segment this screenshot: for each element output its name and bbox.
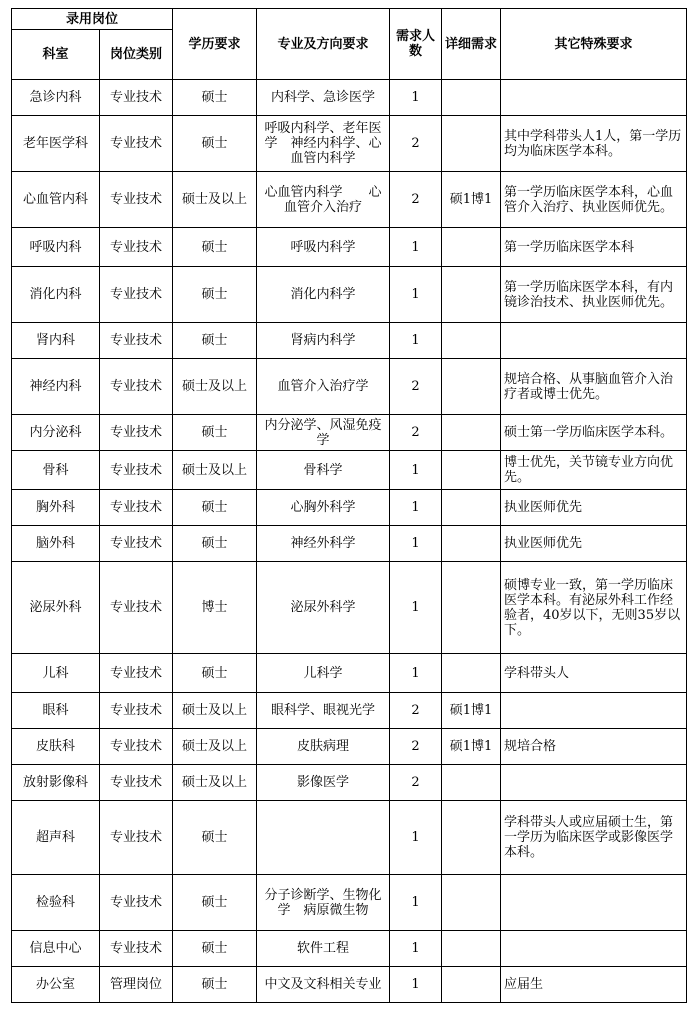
major-cell: 骨科学 xyxy=(257,451,390,490)
table-row xyxy=(12,931,687,967)
category-cell: 专业技术 xyxy=(100,451,173,490)
header-count: 需求人数 xyxy=(390,9,442,80)
table-row xyxy=(12,415,687,451)
count-cell: 2 xyxy=(390,693,442,729)
department-cell: 消化内科 xyxy=(12,267,100,323)
department-cell: 骨科 xyxy=(12,451,100,490)
education-cell: 硕士 xyxy=(173,490,257,526)
category-cell: 专业技术 xyxy=(100,729,173,765)
table-row xyxy=(12,562,687,654)
count-cell: 2 xyxy=(390,415,442,451)
major-cell: 泌尿外科学 xyxy=(257,562,390,654)
department-cell: 信息中心 xyxy=(12,931,100,967)
table-row xyxy=(12,323,687,359)
category-cell: 专业技术 xyxy=(100,931,173,967)
header-major: 专业及方向要求 xyxy=(257,9,390,80)
table-row xyxy=(12,654,687,693)
table-row xyxy=(12,490,687,526)
category-cell: 专业技术 xyxy=(100,80,173,116)
category-cell: 专业技术 xyxy=(100,765,173,801)
major-cell: 呼吸内科学、老年医学 神经内科学、心血管内科学 xyxy=(257,116,390,172)
education-cell: 硕士 xyxy=(173,415,257,451)
department-cell: 超声科 xyxy=(12,801,100,875)
other-requirements-cell xyxy=(501,765,687,801)
count-cell: 1 xyxy=(390,490,442,526)
count-cell: 1 xyxy=(390,267,442,323)
detail-cell: 硕1博1 xyxy=(442,729,501,765)
count-cell: 1 xyxy=(390,967,442,1003)
department-cell: 神经内科 xyxy=(12,359,100,415)
count-cell: 1 xyxy=(390,80,442,116)
department-cell: 泌尿外科 xyxy=(12,562,100,654)
table-row xyxy=(12,228,687,267)
detail-cell: 硕1博1 xyxy=(442,693,501,729)
major-cell: 内分泌学、风湿免疫学 xyxy=(257,415,390,451)
category-cell: 专业技术 xyxy=(100,693,173,729)
detail-cell xyxy=(442,451,501,490)
category-cell: 专业技术 xyxy=(100,228,173,267)
major-cell: 血管介入治疗学 xyxy=(257,359,390,415)
count-cell: 1 xyxy=(390,801,442,875)
count-cell: 1 xyxy=(390,228,442,267)
header-other: 其它特殊要求 xyxy=(501,9,687,80)
category-cell: 专业技术 xyxy=(100,801,173,875)
detail-cell xyxy=(442,116,501,172)
table-row xyxy=(12,526,687,562)
major-cell: 儿科学 xyxy=(257,654,390,693)
count-cell: 2 xyxy=(390,765,442,801)
detail-cell xyxy=(442,801,501,875)
category-cell: 专业技术 xyxy=(100,875,173,931)
education-cell: 硕士及以上 xyxy=(173,359,257,415)
major-cell: 神经外科学 xyxy=(257,526,390,562)
education-cell: 硕士及以上 xyxy=(173,451,257,490)
other-requirements-cell: 第一学历临床医学本科 xyxy=(501,228,687,267)
table-body xyxy=(12,80,687,1003)
major-cell: 心胸外科学 xyxy=(257,490,390,526)
department-cell: 心血管内科 xyxy=(12,172,100,228)
table-row xyxy=(12,875,687,931)
count-cell: 1 xyxy=(390,875,442,931)
other-requirements-cell xyxy=(501,875,687,931)
major-cell: 心血管内科学 心血管介入治疗 xyxy=(257,172,390,228)
detail-cell xyxy=(442,526,501,562)
department-cell: 放射影像科 xyxy=(12,765,100,801)
category-cell: 专业技术 xyxy=(100,323,173,359)
header-group-position: 录用岗位 xyxy=(12,9,173,30)
table-row xyxy=(12,172,687,228)
major-cell: 消化内科学 xyxy=(257,267,390,323)
department-cell: 急诊内科 xyxy=(12,80,100,116)
table-row xyxy=(12,80,687,116)
detail-cell xyxy=(442,931,501,967)
table-row xyxy=(12,451,687,490)
table-row xyxy=(12,693,687,729)
other-requirements-cell: 学科带头人 xyxy=(501,654,687,693)
education-cell: 硕士及以上 xyxy=(173,693,257,729)
department-cell: 呼吸内科 xyxy=(12,228,100,267)
other-requirements-cell: 执业医师优先 xyxy=(501,490,687,526)
major-cell: 影像医学 xyxy=(257,765,390,801)
detail-cell xyxy=(442,415,501,451)
category-cell: 专业技术 xyxy=(100,172,173,228)
other-requirements-cell: 应届生 xyxy=(501,967,687,1003)
count-cell: 2 xyxy=(390,729,442,765)
header-row-top xyxy=(12,9,687,30)
recruitment-table xyxy=(11,8,687,1003)
major-cell: 软件工程 xyxy=(257,931,390,967)
detail-cell xyxy=(442,228,501,267)
education-cell: 硕士 xyxy=(173,116,257,172)
education-cell: 硕士 xyxy=(173,323,257,359)
detail-cell xyxy=(442,875,501,931)
major-cell: 呼吸内科学 xyxy=(257,228,390,267)
major-cell: 内科学、急诊医学 xyxy=(257,80,390,116)
table-row xyxy=(12,801,687,875)
major-cell: 中文及文科相关专业 xyxy=(257,967,390,1003)
header-department: 科室 xyxy=(12,30,100,80)
detail-cell xyxy=(442,490,501,526)
category-cell: 专业技术 xyxy=(100,415,173,451)
detail-cell xyxy=(442,323,501,359)
count-cell: 1 xyxy=(390,323,442,359)
major-cell: 皮肤病理 xyxy=(257,729,390,765)
education-cell: 硕士及以上 xyxy=(173,172,257,228)
category-cell: 专业技术 xyxy=(100,359,173,415)
table-row xyxy=(12,116,687,172)
count-cell: 1 xyxy=(390,451,442,490)
major-cell: 分子诊断学、生物化学 病原微生物 xyxy=(257,875,390,931)
count-cell: 2 xyxy=(390,359,442,415)
category-cell: 专业技术 xyxy=(100,116,173,172)
detail-cell xyxy=(442,359,501,415)
detail-cell xyxy=(442,967,501,1003)
count-cell: 2 xyxy=(390,116,442,172)
category-cell: 专业技术 xyxy=(100,267,173,323)
other-requirements-cell xyxy=(501,323,687,359)
department-cell: 胸外科 xyxy=(12,490,100,526)
department-cell: 检验科 xyxy=(12,875,100,931)
other-requirements-cell: 第一学历临床医学本科，有内镜诊治技术、执业医师优先。 xyxy=(501,267,687,323)
education-cell: 硕士 xyxy=(173,526,257,562)
header-education: 学历要求 xyxy=(173,9,257,80)
education-cell: 硕士 xyxy=(173,267,257,323)
department-cell: 眼科 xyxy=(12,693,100,729)
education-cell: 硕士及以上 xyxy=(173,765,257,801)
other-requirements-cell: 第一学历临床医学本科，心血管介入治疗、执业医师优先。 xyxy=(501,172,687,228)
education-cell: 硕士 xyxy=(173,967,257,1003)
table-row xyxy=(12,765,687,801)
education-cell: 硕士 xyxy=(173,875,257,931)
other-requirements-cell: 执业医师优先 xyxy=(501,526,687,562)
other-requirements-cell: 博士优先，关节镜专业方向优先。 xyxy=(501,451,687,490)
count-cell: 1 xyxy=(390,931,442,967)
major-cell: 肾病内科学 xyxy=(257,323,390,359)
department-cell: 儿科 xyxy=(12,654,100,693)
detail-cell xyxy=(442,267,501,323)
education-cell: 硕士 xyxy=(173,80,257,116)
other-requirements-cell xyxy=(501,80,687,116)
major-cell xyxy=(257,801,390,875)
department-cell: 脑外科 xyxy=(12,526,100,562)
other-requirements-cell: 学科带头人或应届硕士生，第一学历为临床医学或影像医学本科。 xyxy=(501,801,687,875)
header-detail: 详细需求 xyxy=(442,9,501,80)
department-cell: 内分泌科 xyxy=(12,415,100,451)
department-cell: 皮肤科 xyxy=(12,729,100,765)
detail-cell: 硕1博1 xyxy=(442,172,501,228)
education-cell: 硕士 xyxy=(173,228,257,267)
category-cell: 管理岗位 xyxy=(100,967,173,1003)
major-cell: 眼科学、眼视光学 xyxy=(257,693,390,729)
other-requirements-cell xyxy=(501,693,687,729)
education-cell: 硕士 xyxy=(173,931,257,967)
category-cell: 专业技术 xyxy=(100,526,173,562)
detail-cell xyxy=(442,765,501,801)
education-cell: 硕士及以上 xyxy=(173,729,257,765)
detail-cell xyxy=(442,562,501,654)
table-row xyxy=(12,359,687,415)
table-row xyxy=(12,729,687,765)
category-cell: 专业技术 xyxy=(100,562,173,654)
education-cell: 博士 xyxy=(173,562,257,654)
count-cell: 1 xyxy=(390,526,442,562)
count-cell: 2 xyxy=(390,172,442,228)
other-requirements-cell: 其中学科带头人1人，第一学历均为临床医学本科。 xyxy=(501,116,687,172)
department-cell: 肾内科 xyxy=(12,323,100,359)
education-cell: 硕士 xyxy=(173,801,257,875)
category-cell: 专业技术 xyxy=(100,490,173,526)
other-requirements-cell: 硕博专业一致，第一学历临床医学本科。有泌尿外科工作经验者，40岁以下，无则35岁以下。 xyxy=(501,562,687,654)
other-requirements-cell: 规培合格 xyxy=(501,729,687,765)
other-requirements-cell: 硕士第一学历临床医学本科。 xyxy=(501,415,687,451)
department-cell: 老年医学科 xyxy=(12,116,100,172)
header-category: 岗位类别 xyxy=(100,30,173,80)
detail-cell xyxy=(442,654,501,693)
other-requirements-cell xyxy=(501,931,687,967)
education-cell: 硕士 xyxy=(173,654,257,693)
table-row xyxy=(12,267,687,323)
table-row xyxy=(12,967,687,1003)
count-cell: 1 xyxy=(390,654,442,693)
category-cell: 专业技术 xyxy=(100,654,173,693)
department-cell: 办公室 xyxy=(12,967,100,1003)
detail-cell xyxy=(442,80,501,116)
count-cell: 1 xyxy=(390,562,442,654)
other-requirements-cell: 规培合格、从事脑血管介入治疗者或博士优先。 xyxy=(501,359,687,415)
